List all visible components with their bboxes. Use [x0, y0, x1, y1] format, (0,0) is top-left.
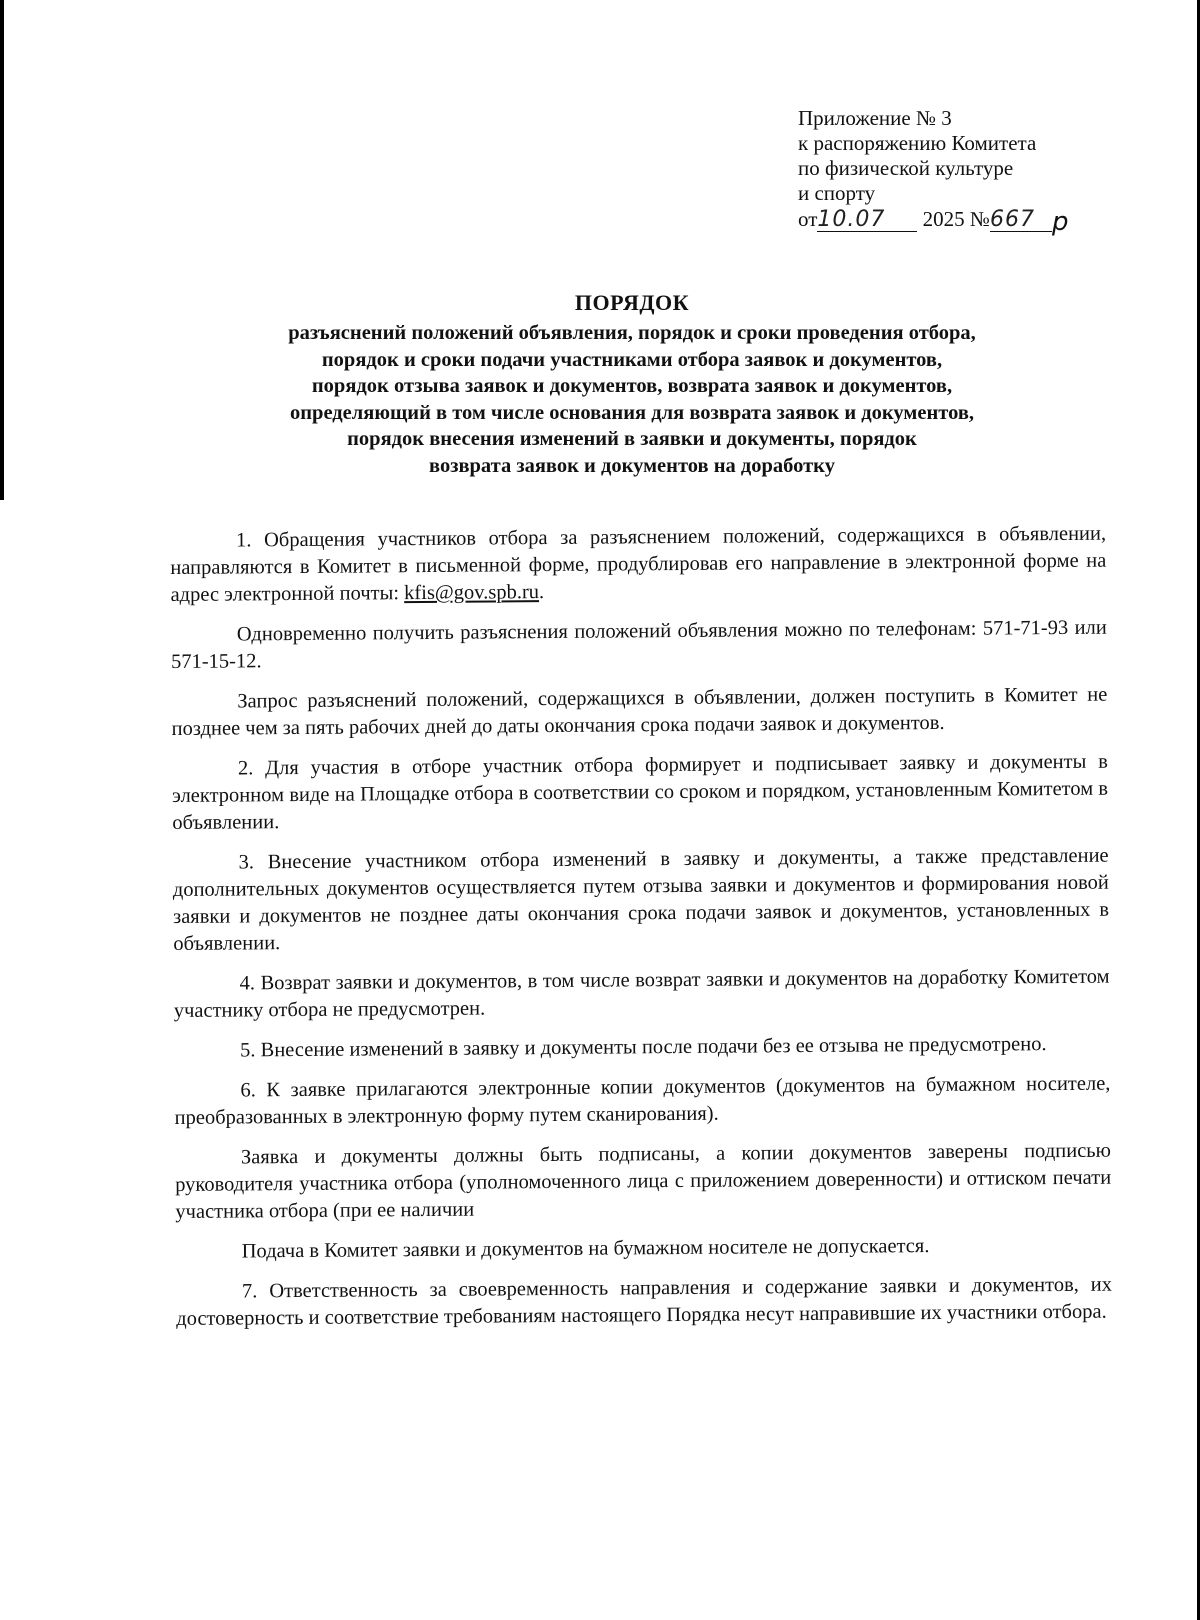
subtitle-line: порядок и сроки подачи участниками отбора заявок и документов,: [321, 348, 943, 371]
handwritten-number-suffix: р: [1051, 207, 1069, 237]
appendix-header: [798, 106, 1178, 237]
paragraph-1: [170, 521, 1107, 609]
appendix-line-2: к распоряжению Комитета: [798, 131, 1037, 155]
date-prefix: от: [798, 207, 818, 231]
document-title: ПОРЯДОК: [574, 290, 690, 315]
date-blank: [817, 208, 917, 232]
subtitle-line: порядок отзыва заявок и документов, возврата заявок и документов,: [311, 375, 953, 397]
paragraph-4: 2. Для участия в отборе участник отбора формирует и подписывает заявку и документы в электронном виде на Площадке отбора в соответствии со сроком и порядком, установленным Комитетом в объявлении.: [172, 750, 1109, 834]
paragraph-7: 5. Внесение изменений в заявку и документы после подачи без ее отзыва не предусмотрено.: [240, 1033, 1047, 1062]
paragraph-11: 7. Ответственность за своевременность направления и содержание заявки и документов, их достоверность и соответствие требованиям настоящего Порядка несут направившие их участники отбора.: [176, 1273, 1113, 1330]
paragraph-3: Запрос разъяснений положений, содержащихся в объявлении, должен поступить в Комитет не позднее чем за пять рабочих дней до даты окончания срока подачи заявок и документов.: [171, 683, 1108, 740]
handwritten-date: 10.07: [817, 207, 886, 232]
subtitle-line: возврата заявок и документов на доработку: [429, 454, 835, 477]
year-number-label: 2025 №: [922, 207, 990, 231]
appendix-date-line: [798, 206, 1178, 237]
document-subtitle: [200, 320, 1064, 479]
document-body: [170, 521, 1112, 1346]
handwritten-number: 667: [989, 207, 1035, 232]
appendix-line-1: Приложение № 3: [798, 106, 952, 130]
subtitle-line: определяющий в том числе основания для возврата заявок и документов,: [289, 401, 975, 424]
paragraph-2: Одновременно получить разъяснения положений объявления можно по телефонам: 571-71-93 или 571-15-12.: [170, 616, 1107, 673]
subtitle-line: порядок внесения изменений в заявки и документы, порядок: [347, 428, 917, 450]
number-blank: [990, 208, 1052, 232]
paragraph-6: 4. Возврат заявки и документов, в том числе возврат заявки и документов на доработку Комитетом участнику отбора не предусмотрен.: [173, 965, 1110, 1022]
scan-edge-left: [0, 0, 4, 500]
paragraph-9: Заявка и документы должны быть подписаны, а копии документов заверены подписью руководителя участника отбора (уполномоченного лица с приложением доверенности) и оттиском печати участника отбора (при ее наличии: [175, 1139, 1112, 1223]
subtitle-line: разъяснений положений объявления, порядок и сроки проведения отбора,: [288, 322, 976, 344]
appendix-line-4: и спорту: [798, 181, 876, 205]
paragraph-10: Подача в Комитет заявки и документов на бумажном носителе не допускается.: [241, 1235, 930, 1263]
appendix-line-3: по физической культуре: [798, 156, 1014, 180]
email-link[interactable]: kfis@gov.spb.ru: [404, 581, 540, 605]
paragraph-1-end: .: [538, 581, 545, 604]
paragraph-8: 6. К заявке прилагаются электронные копии документов (документов на бумажном носителе, преобразованных в электронную форму путем сканирования).: [174, 1072, 1111, 1129]
paragraph-1-text: 1. Обращения участников отбора за разъяснением положений, содержащихся в объявлении, направляются в Комитет в письменной форме, продублировав его направление в электронной форме на адрес электронной почты:: [170, 522, 1107, 606]
paragraph-5: 3. Внесение участником отбора изменений в заявку и документы, а также представление дополнительных документов осуществляется путем отзыва заявки и документов и формирования новой заявки и документов не позднее даты окончания срока подачи заявок и документов, установленных в объявлении.: [172, 844, 1110, 955]
